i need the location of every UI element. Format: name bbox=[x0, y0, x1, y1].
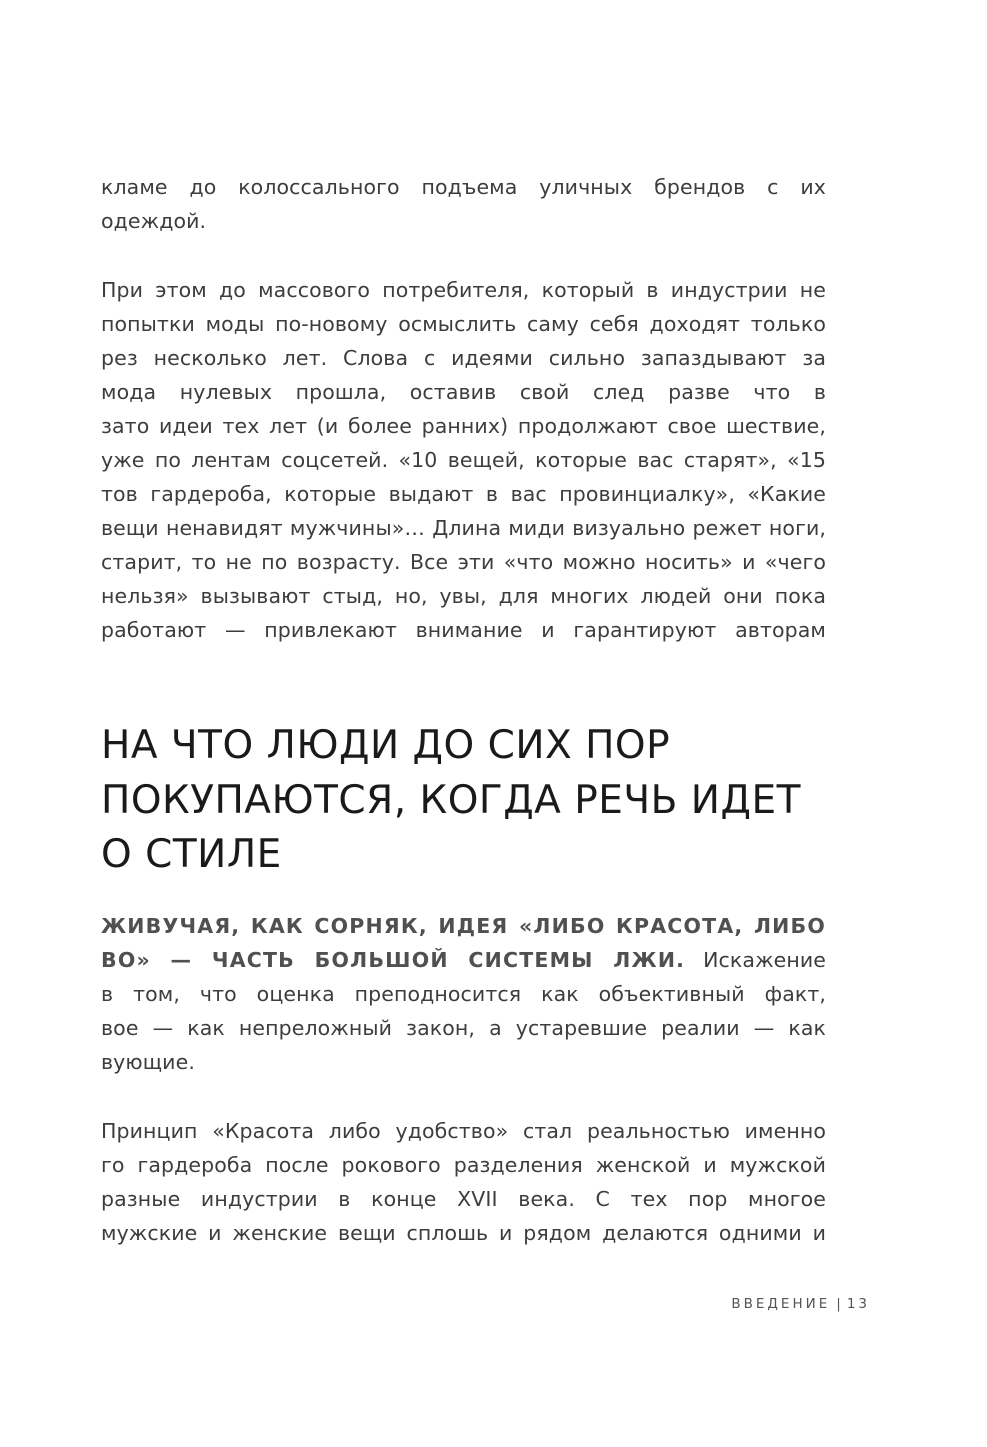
text-line: тов гардероба, которые выдают в вас провинциалку», «Какие bbox=[101, 482, 826, 506]
heading-line: НА ЧТО ЛЮДИ ДО СИХ ПОР bbox=[101, 723, 671, 768]
text-line: кламе до колоссального подъема уличных брендов с их bbox=[101, 175, 826, 199]
text-line: мода нулевых прошла, оставив свой след разве что в bbox=[101, 380, 826, 404]
text-line: зато идеи тех лет (и более ранних) продолжают свое шествие, bbox=[101, 414, 826, 438]
text-line: нельзя» вызывают стыд, но, увы, для многих людей они пока bbox=[101, 584, 826, 608]
text-line: вое — как непреложный закон, а устаревшие реалии — как bbox=[101, 1016, 826, 1040]
text-line: вещи ненавидят мужчины»… Длина миди визуально режет ноги, bbox=[101, 516, 826, 540]
section-heading bbox=[101, 719, 861, 883]
text-line: старит, то не по возрасту. Все эти «что можно носить» и «чего bbox=[101, 550, 826, 574]
text-line: рез несколько лет. Слова с идеями сильно запаздывают за bbox=[101, 346, 826, 370]
page-number: 13 bbox=[846, 1296, 870, 1312]
bold-lead-text: ВО» — ЧАСТЬ БОЛЬШОЙ СИСТЕМЫ ЛЖИ. bbox=[101, 948, 686, 972]
bold-lead-line: ЖИВУЧАЯ, КАК СОРНЯК, ИДЕЯ «ЛИБО КРАСОТА, ЛИБО bbox=[101, 914, 826, 938]
text-line bbox=[101, 943, 826, 977]
text-line: в том, что оценка преподносится как объективный факт, bbox=[101, 982, 826, 1006]
lead-paragraph bbox=[101, 909, 826, 1079]
text-line: При этом до массового потребителя, который в индустрии не bbox=[101, 278, 826, 302]
paragraph-body bbox=[101, 1114, 826, 1250]
text-line: Принцип «Красота либо удобство» стал реальностью именно bbox=[101, 1119, 826, 1143]
text-line: мужские и женские вещи сплошь и рядом делаются одними и bbox=[101, 1221, 826, 1245]
text-line: попытки моды по-новому осмыслить саму себя доходят только bbox=[101, 312, 826, 336]
text-line: вующие. bbox=[101, 1050, 195, 1074]
paragraph-continuation bbox=[101, 170, 826, 238]
heading-line: ПОКУПАЮТСЯ, КОГДА РЕЧЬ ИДЕТ bbox=[101, 777, 801, 823]
footer-separator: | bbox=[836, 1296, 841, 1312]
heading-line: О СТИЛЕ bbox=[101, 832, 282, 877]
text-line: го гардероба после рокового разделения женской и мужской bbox=[101, 1153, 826, 1177]
text-line: одеждой. bbox=[101, 209, 207, 233]
text-line: работают — привлекают внимание и гарантируют авторам bbox=[101, 618, 826, 642]
running-footer bbox=[700, 1296, 870, 1312]
paragraph-body bbox=[101, 273, 826, 647]
footer-section-title: ВВЕДЕНИЕ bbox=[731, 1296, 831, 1312]
text-line: разные индустрии в конце XVII века. С тех пор многое bbox=[101, 1187, 826, 1211]
lead-rest-text: Искажение bbox=[703, 948, 826, 972]
text-line: уже по лентам соцсетей. «10 вещей, которые вас старят», «15 bbox=[101, 448, 826, 472]
